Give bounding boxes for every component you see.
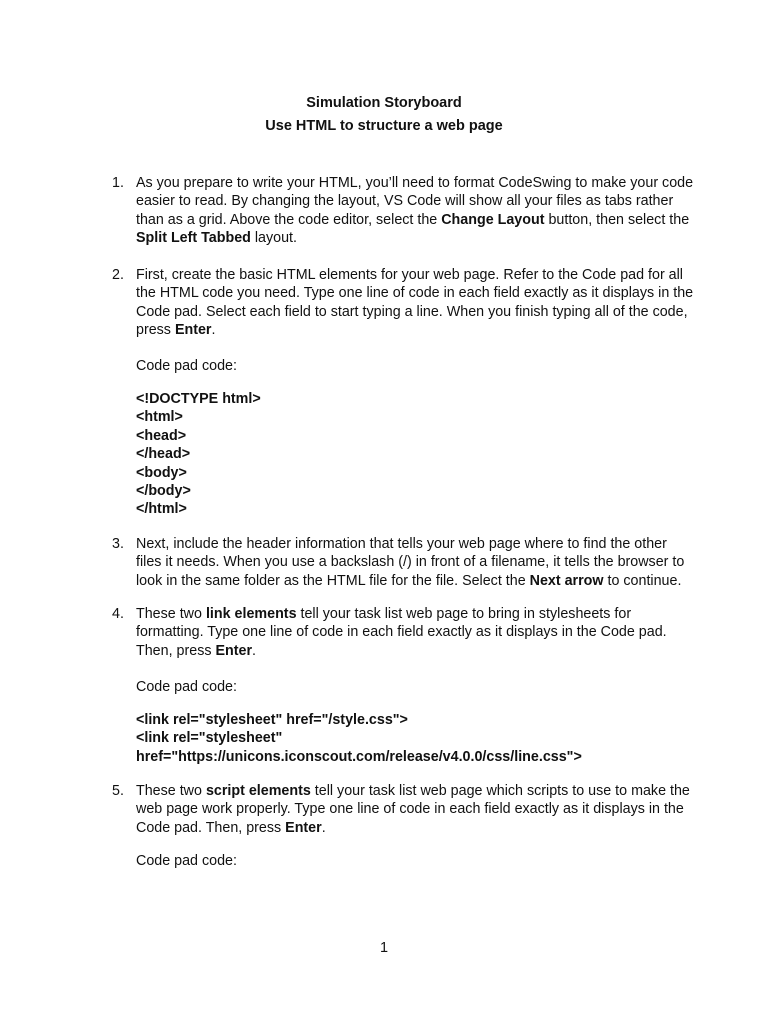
step-number: 1. — [112, 175, 124, 191]
step-text-line — [136, 800, 688, 818]
code-line: </body> — [136, 483, 191, 500]
text-segment: tell your task list web page to bring in stylesheets for — [296, 606, 632, 622]
text-segment: Next, include the header information that tells your web page where to find the other — [136, 536, 667, 552]
bold-term: Enter — [285, 819, 322, 836]
code-line: </html> — [136, 501, 187, 518]
code-line: <link rel="stylesheet" href="/style.css"> — [136, 712, 408, 728]
step-text-line — [136, 192, 688, 210]
bold-term: Split Left Tabbed — [136, 230, 251, 247]
text-segment: . — [321, 819, 326, 836]
step-text — [136, 535, 688, 590]
code-line: <head> — [136, 427, 187, 444]
step-text-line — [136, 284, 694, 302]
step-number: 3. — [112, 536, 124, 552]
bold-term: Next arrow — [529, 572, 604, 589]
code-pad-label: Code pad code: — [136, 679, 237, 695]
step-text — [136, 605, 688, 660]
step-text-line — [136, 553, 688, 571]
step-text — [136, 782, 688, 837]
step-text-line — [136, 174, 694, 192]
text-segment: to continue. — [603, 572, 682, 589]
step-text — [136, 266, 694, 340]
code-block — [136, 711, 582, 766]
code-pad-label: Code pad code: — [136, 358, 237, 374]
text-segment: web page work properly. Type one line of code in each field exactly as it displays in the — [136, 801, 684, 818]
code-line: <!DOCTYPE html> — [136, 391, 261, 407]
text-segment: As you prepare to write your HTML, you’ll need to format CodeSwing to make your code — [136, 175, 694, 191]
text-segment: formatting. Type one line of code in each field exactly as it displays in the Code pad. — [136, 624, 667, 641]
text-segment: . — [211, 322, 216, 339]
document-subtitle: Use HTML to structure a web page — [265, 118, 503, 134]
text-segment: Then, press — [136, 642, 216, 659]
bold-term: Enter — [174, 322, 212, 339]
step-text-line — [136, 229, 688, 247]
text-segment: than as a grid. Above the code editor, select the — [136, 211, 442, 228]
text-segment: Code pad. Then, press — [136, 819, 286, 836]
text-segment: These two — [136, 783, 206, 799]
text-segment: button, then select the — [544, 211, 690, 228]
step-text-line — [136, 535, 688, 553]
code-line: </head> — [136, 446, 191, 463]
step-text-line — [136, 623, 688, 641]
step-text-line — [136, 321, 688, 339]
code-line: <body> — [136, 464, 187, 481]
step-number: 4. — [112, 606, 124, 622]
page-number: 1 — [379, 940, 389, 956]
text-segment: These two — [136, 606, 206, 622]
code-block — [136, 390, 261, 519]
step-text-line — [136, 572, 688, 590]
text-segment: the HTML code you need. Type one line of code in each field exactly as it displays in the — [136, 285, 694, 302]
step-text-line — [136, 642, 688, 660]
text-segment: . — [252, 642, 256, 659]
bold-term: link elements — [205, 606, 297, 622]
step-text-line — [136, 266, 688, 284]
step-text — [136, 174, 694, 248]
text-segment: Code pad. Select each field to start typing a line. When you finish typing all of the code, — [136, 303, 688, 320]
step-text-line — [136, 211, 688, 229]
step-text-line — [136, 819, 688, 837]
step-number: 5. — [112, 783, 124, 799]
text-segment: tell your task list web page which scripts to use to make the — [310, 783, 690, 799]
step-number: 2. — [112, 267, 124, 283]
text-segment: layout. — [250, 230, 298, 247]
code-pad-label: Code pad code: — [136, 853, 237, 869]
bold-term: script elements — [205, 783, 311, 799]
code-line: <link rel="stylesheet" — [136, 730, 283, 747]
text-segment: look in the same folder as the HTML file for the file. Select the — [136, 572, 530, 589]
text-segment: files it needs. When you use a backslash (/) in front of a filename, it tells the browser to — [136, 554, 685, 571]
step-text-line — [136, 303, 688, 321]
text-segment: easier to read. By changing the layout, VS Code will show all your files as tabs rather — [136, 193, 674, 210]
code-line: <html> — [136, 409, 183, 426]
text-segment: press — [136, 322, 175, 339]
bold-term: Change Layout — [441, 211, 545, 228]
step-text-line — [136, 782, 688, 800]
bold-term: Enter — [215, 642, 253, 659]
code-line: href="https://unicons.iconscout.com/release/v4.0.0/css/line.css"> — [136, 748, 582, 765]
text-segment: First, create the basic HTML elements for your web page. Refer to the Code pad for all — [136, 267, 683, 283]
step-text-line — [136, 605, 688, 623]
document-title: Simulation Storyboard — [306, 95, 462, 111]
